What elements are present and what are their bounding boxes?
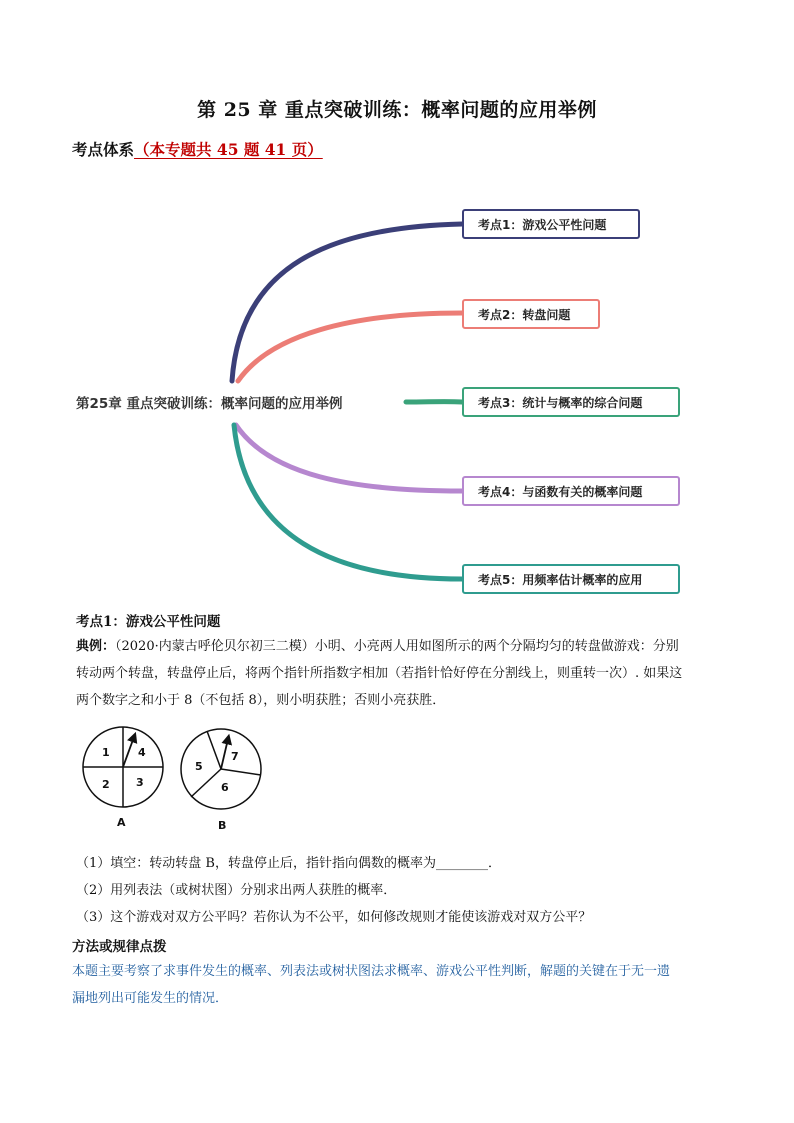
question-2: （2）用列表法（或树状图）分别求出两人获胜的概率． [76,883,397,898]
page-title: 第 25 章 重点突破训练：概率问题的应用举例 [197,99,597,121]
branch-2 [238,313,462,381]
method-heading: 方法或规律点拨 [72,939,167,955]
spinner-a-label: A [117,816,126,829]
spinner-a-number-3: 3 [136,776,144,789]
branch-1 [232,224,462,381]
topic-system-label: 考点体系 [72,140,135,159]
question-3: （3）这个游戏对双方公平吗？若你认为不公平，如何修改规则才能使该游戏对双方公平？ [76,910,592,925]
spinner-b-number-6: 6 [221,781,229,794]
questions [76,850,736,931]
example-line-1: 典例：（2020·内蒙古呼伦贝尔初三二模）小明、小亮两人用如图所示的两个分隔均匀的转盘做游戏：分别 [76,639,679,654]
spinner-a-number-1: 1 [102,746,110,759]
spinner-a-number-2: 2 [102,778,110,791]
mind-map-node-4: 考点4：与函数有关的概率问题 [462,476,680,506]
topic-system-note: （本专题共 45 题 41 页） [134,140,323,159]
branch-4 [236,425,462,491]
mind-map-node-1: 考点1：游戏公平性问题 [462,209,640,239]
topic-system-heading [72,138,323,160]
mind-map-node-5: 考点5：用频率估计概率的应用 [462,564,680,594]
example-line-2: 转动两个转盘，转盘停止后，将两个指针所指数字相加（若指针恰好停在分割线上，则重转一次）. 如果这 [76,666,683,681]
spinner-b-label: B [218,819,227,832]
method-line-2: 漏地列出可能发生的情况． [72,991,229,1006]
example-label: 典例： [76,639,116,654]
example-line-3: 两个数字之和小于 8（不包括 8），则小明获胜；否则小亮获胜． [76,693,446,708]
spinner-b [181,729,261,809]
section-heading: 考点1：游戏公平性问题 [76,614,221,630]
mind-map-root: 第25章 重点突破训练：概率问题的应用举例 [76,396,343,412]
example-paragraph [76,633,736,714]
spinner-a [83,727,163,807]
branch-5 [234,425,462,579]
mind-map-node-3: 考点3：统计与概率的综合问题 [462,387,680,417]
spinner-a-number-4: 4 [138,746,146,759]
spinner-b-number-7: 7 [231,750,239,763]
method-line-1: 本题主要考察了求事件发生的概率、列表法或树状图法求概率、游戏公平性判断，解题的关键在于无一遗 [72,964,671,979]
mind-map-node-2: 考点2：转盘问题 [462,299,600,329]
question-1: （1）填空：转动转盘 B，转盘停止后，指针指向偶数的概率为________． [76,856,501,871]
method-paragraph [72,958,736,1012]
mind-map [0,195,794,615]
spinner-b-number-5: 5 [195,760,203,773]
